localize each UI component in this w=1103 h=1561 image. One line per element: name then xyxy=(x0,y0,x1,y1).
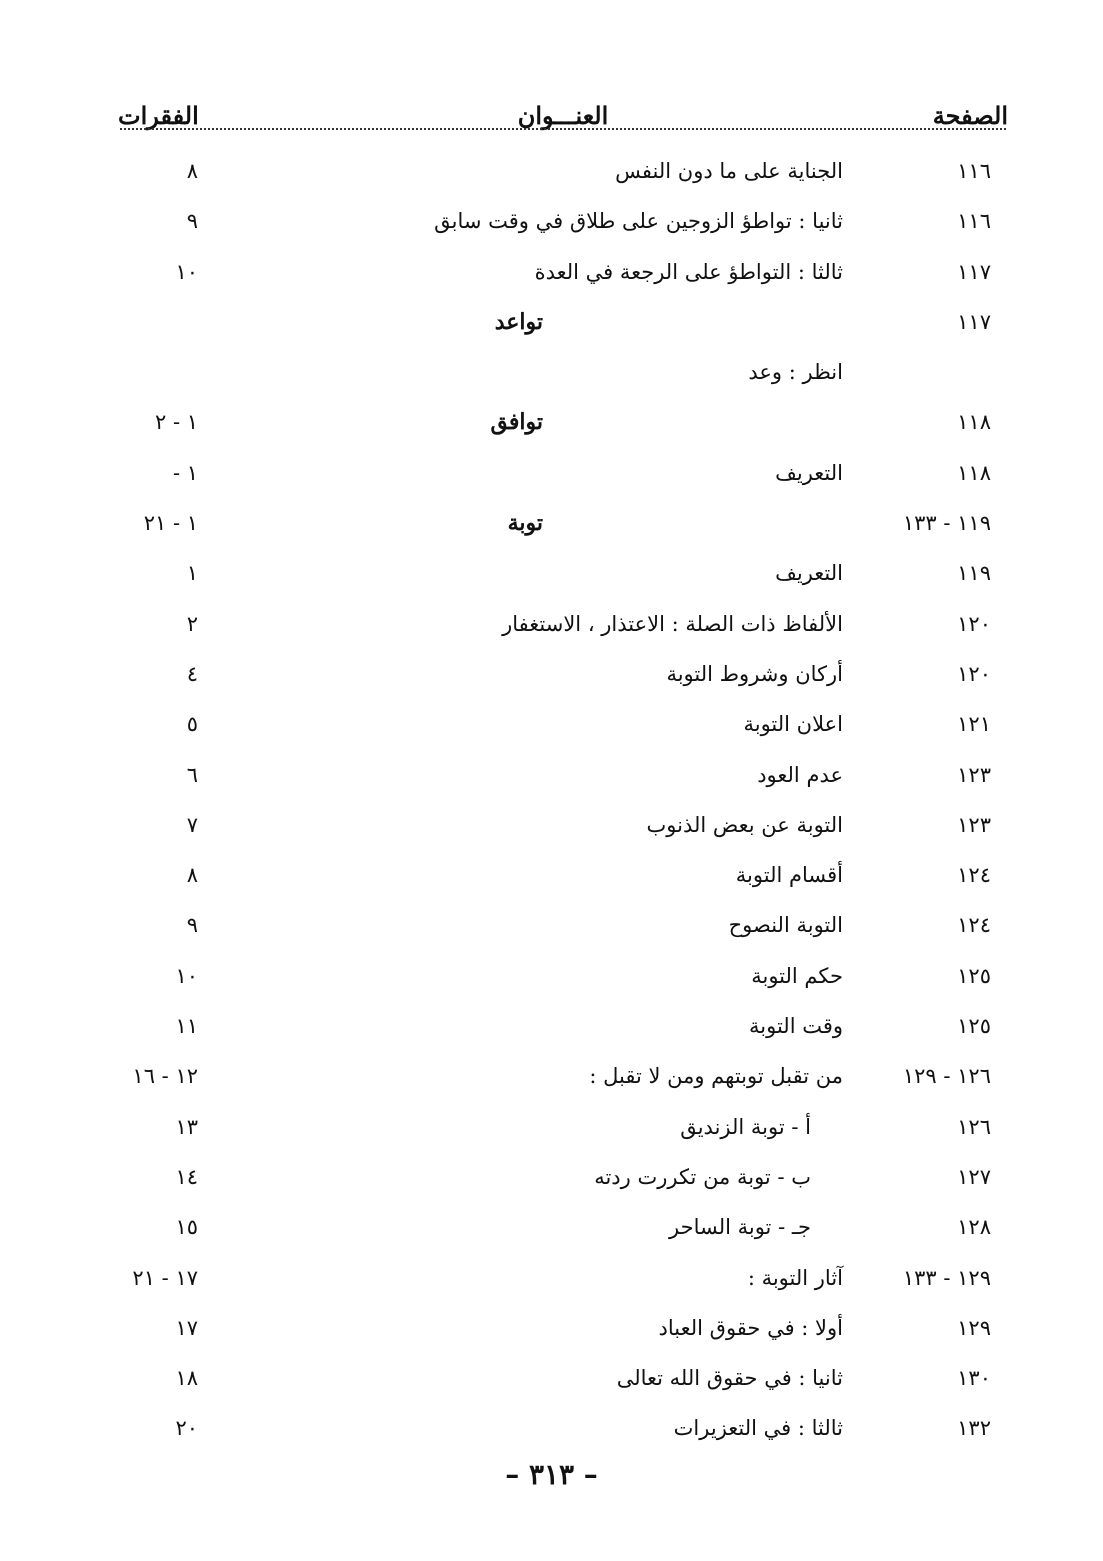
entry-title: آثار التوبة : xyxy=(747,1265,843,1290)
header-page-column: الصفحة xyxy=(932,101,1008,130)
table-row xyxy=(0,1102,1103,1152)
table-header xyxy=(118,90,1008,130)
table-row xyxy=(0,448,1103,498)
entry-page: ١٣٢ xyxy=(957,1416,991,1441)
entry-page: ١١٩ - ١٣٣ xyxy=(902,511,991,536)
table-row xyxy=(0,347,1103,397)
entry-paragraphs: ١ xyxy=(186,561,198,586)
table-row xyxy=(0,297,1103,347)
header-title-column: العنـــوان xyxy=(517,101,609,130)
table-row xyxy=(0,1253,1103,1303)
table-row xyxy=(0,1353,1103,1403)
entry-paragraphs: ٢٠ xyxy=(175,1416,198,1441)
table-row xyxy=(0,548,1103,598)
entry-paragraphs: ١٢ - ١٦ xyxy=(132,1064,198,1089)
table-row xyxy=(0,1202,1103,1252)
entry-paragraphs: ٨ xyxy=(186,159,198,183)
entry-title: ثالثا : في التعزيرات xyxy=(673,1416,843,1441)
entry-page: ١٢٣ xyxy=(957,812,991,837)
entry-page: ١١٨ xyxy=(957,460,991,485)
entry-paragraphs: ١ - xyxy=(172,460,198,485)
entry-page: ١٢٨ xyxy=(957,1215,991,1240)
table-row xyxy=(0,750,1103,800)
entry-heading: توافق xyxy=(490,409,543,436)
entry-heading: توبة xyxy=(507,510,543,537)
entry-title: الجناية على ما دون النفس xyxy=(615,159,843,183)
entry-title: وقت التوبة xyxy=(749,1014,843,1039)
entry-title: ثانيا : تواطؤ الزوجين على طلاق في وقت سابق xyxy=(434,209,843,234)
entry-paragraphs: ٢ xyxy=(186,611,198,636)
entry-paragraphs: ١ - ٢ xyxy=(154,410,198,435)
table-row xyxy=(0,247,1103,297)
entry-page: ١٢٥ xyxy=(957,1014,991,1039)
entry-title: التوبة النصوح xyxy=(728,913,843,938)
entry-title: انظر : وعد xyxy=(748,360,843,385)
table-row xyxy=(0,146,1103,196)
entry-title: اعلان التوبة xyxy=(743,712,843,737)
entry-page: ١٢٤ xyxy=(957,913,991,938)
table-row xyxy=(0,397,1103,447)
entry-page: ١١٩ xyxy=(957,561,991,586)
table-row xyxy=(0,599,1103,649)
table-row xyxy=(0,196,1103,246)
entry-page: ١٢٩ xyxy=(957,1315,991,1340)
entry-paragraphs: ١١ xyxy=(175,1014,198,1039)
entry-paragraphs: ٧ xyxy=(186,812,198,837)
entry-paragraphs: ٩ xyxy=(186,913,198,938)
entry-page: ١١٧ xyxy=(957,259,991,284)
entry-title: عدم العود xyxy=(757,762,843,787)
entry-page: ١٢٦ xyxy=(957,1114,991,1139)
entry-title: التعريف xyxy=(775,561,843,586)
entry-paragraphs: ١٧ - ٢١ xyxy=(132,1265,198,1290)
table-row xyxy=(0,850,1103,900)
table-row xyxy=(0,900,1103,950)
entry-page: ١١٦ xyxy=(957,159,991,183)
entry-page: ١٢٦ - ١٢٩ xyxy=(902,1064,991,1089)
entry-page: ١٢٥ xyxy=(957,963,991,988)
entry-paragraphs: ١٠ xyxy=(175,963,198,988)
entry-title: الألفاظ ذات الصلة : الاعتذار ، الاستغفار xyxy=(502,611,843,636)
entry-heading: تواعد xyxy=(494,308,543,335)
entry-title: التعريف xyxy=(775,460,843,485)
entry-title: جـ - توبة الساحر xyxy=(669,1215,811,1240)
index-entries xyxy=(0,146,1103,1454)
table-row xyxy=(0,649,1103,699)
entry-page: ١٢٤ xyxy=(957,863,991,888)
entry-title: أ - توبة الزنديق xyxy=(680,1114,811,1139)
entry-page: ١٢٠ xyxy=(957,611,991,636)
header-dotted-divider xyxy=(120,128,1006,130)
entry-page: ١٣٠ xyxy=(957,1366,991,1391)
entry-page: ١١٨ xyxy=(957,410,991,435)
entry-title: ب - توبة من تكررت ردته xyxy=(594,1164,811,1189)
entry-paragraphs: ٨ xyxy=(186,863,198,888)
entry-title: التوبة عن بعض الذنوب xyxy=(646,812,843,837)
entry-page: ١٢٠ xyxy=(957,661,991,686)
entry-paragraphs: ١٣ xyxy=(175,1114,198,1139)
page-number: – ٣١٣ – xyxy=(505,1458,598,1491)
table-row xyxy=(0,800,1103,850)
entry-paragraphs: ١٤ xyxy=(175,1164,198,1189)
table-row xyxy=(0,951,1103,1001)
header-paragraphs-column: الفقرات xyxy=(118,101,199,130)
entry-title: ثانيا : في حقوق الله تعالى xyxy=(616,1366,843,1391)
entry-title: أركان وشروط التوبة xyxy=(666,661,843,686)
table-row xyxy=(0,699,1103,749)
entry-title: ثالثا : التواطؤ على الرجعة في العدة xyxy=(534,259,843,284)
entry-page: ١٢١ xyxy=(957,712,991,737)
entry-paragraphs: ١٥ xyxy=(175,1215,198,1240)
entry-paragraphs: ١٨ xyxy=(175,1366,198,1391)
entry-title: من تقبل توبتهم ومن لا تقبل : xyxy=(589,1064,843,1089)
entry-paragraphs: ١٠ xyxy=(175,259,198,284)
entry-title: أولا : في حقوق العباد xyxy=(658,1315,843,1340)
table-row xyxy=(0,498,1103,548)
entry-paragraphs: ٦ xyxy=(186,762,198,787)
table-row xyxy=(0,1303,1103,1353)
entry-page: ١٢٣ xyxy=(957,762,991,787)
entry-paragraphs: ٤ xyxy=(186,661,198,686)
entry-page: ١٢٩ - ١٣٣ xyxy=(902,1265,991,1290)
table-row xyxy=(0,1001,1103,1051)
table-row xyxy=(0,1403,1103,1453)
entry-page: ١١٦ xyxy=(957,209,991,234)
entry-title: أقسام التوبة xyxy=(735,863,843,888)
table-row xyxy=(0,1152,1103,1202)
entry-paragraphs: ١٧ xyxy=(175,1315,198,1340)
entry-paragraphs: ٩ xyxy=(186,209,198,234)
entry-page: ١٢٧ xyxy=(957,1164,991,1189)
entry-page: ١١٧ xyxy=(957,309,991,334)
entry-title: حكم التوبة xyxy=(751,963,843,988)
entry-paragraphs: ٥ xyxy=(186,712,198,737)
table-row xyxy=(0,1051,1103,1101)
entry-paragraphs: ١ - ٢١ xyxy=(143,511,198,536)
